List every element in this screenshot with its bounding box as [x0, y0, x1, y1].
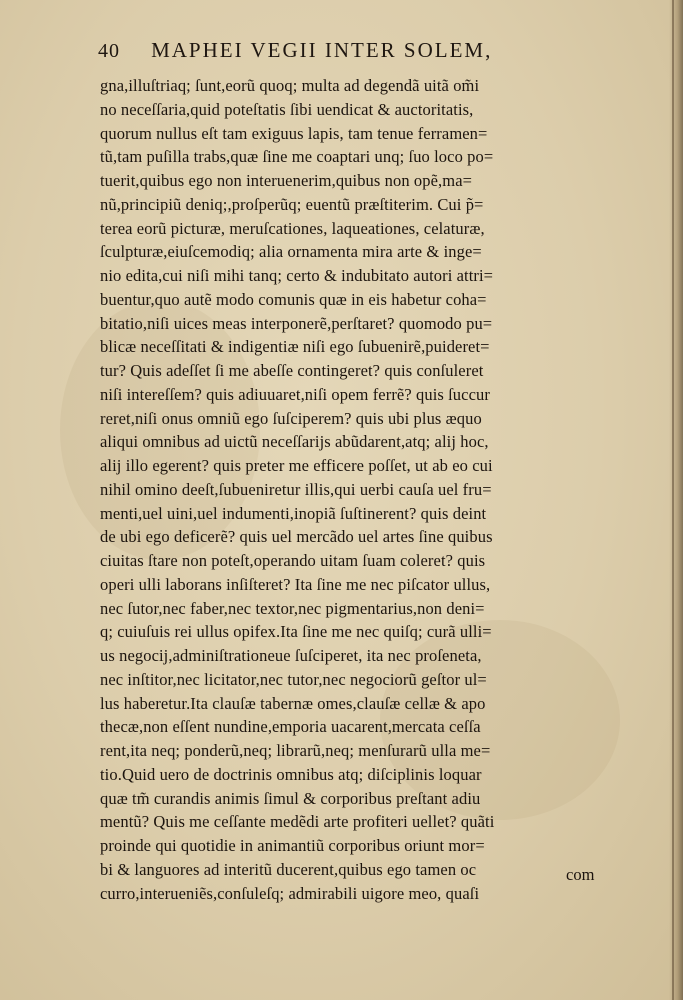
catchword: com [566, 865, 595, 884]
text-line: aliqui omnibus ad uictũ neceſſarijs abũdarent,atq; alij hoc, [100, 432, 489, 452]
text-line: menti,uel uini,uel indumenti,inopiã ſuſtinerent? quis deint [100, 503, 487, 523]
text-line: quæ tm̃ curandis animis ſimul & corporibus preſtant adiu [100, 788, 481, 808]
text-line: blicæ neceſſitati & indigentiæ niſi ego ſubuenirẽ,puideret= [100, 337, 490, 357]
text-line: proinde qui quotidie in animantiũ corporibus oriunt mor= [100, 836, 485, 855]
text-line: bitatio,niſi uices meas interponerẽ,perſtaret? quomodo pu= [100, 313, 493, 333]
text-line: curro,interueniẽs,conſuleſq; admirabili uigore meo, quaſi [100, 883, 480, 903]
text-line: thecæ,non eſſent nundine,emporia uacarent,mercata ceſſa [100, 717, 481, 737]
text-line: q; cuiuſuis rei ullus opifex.Ita ſine me nec quiſq; curã ulli= [100, 622, 492, 642]
text-line: niſi intereſſem? quis adiuuaret,niſi opem ferrẽ? quis ſuccur [100, 384, 490, 404]
page-edge-line [672, 0, 674, 1000]
text-line: lus haberetur.Ita clauſæ tabernæ omes,clauſæ cellæ & apo [100, 693, 486, 713]
running-head: MAPHEI VEGII INTER SOLEM, [151, 38, 493, 62]
text-line: bi & languores ad interitũ ducerent,quibus ego tamen oc [100, 859, 477, 879]
body-text [100, 74, 620, 905]
text-line: reret,niſi onus omniũ ego ſuſciperem? quis ubi plus æquo [100, 408, 482, 428]
text-line: nihil omino deeſt,ſubueniretur illis,qui uerbi cauſa uel fru= [100, 479, 492, 499]
page-header [98, 38, 568, 66]
text-line: mentũ? Quis me ceſſante medẽdi arte profiteri uellet? quãti [100, 812, 495, 832]
text-line: ciuitas ſtare non poteſt,operando uitam ſuam coleret? quis [100, 551, 486, 570]
text-line: us negocij,adminiſtrationeue ſuſciperet, ita nec proſeneta, [100, 646, 482, 665]
text-line: terea eorũ picturæ, meruſcationes, laqueationes, celaturæ, [100, 218, 485, 238]
text-line: rent,ita neq; ponderũ,neq; librarũ,neq; menſurarũ ulla me= [100, 741, 491, 760]
text-line: nũ,principiũ deniq;,proſperũq; euentũ præſtiterim. Cui p̃= [100, 194, 484, 214]
text-line: tũ,tam puſilla trabs,quæ ſine me coaptari unq; ſuo loco po= [100, 147, 494, 167]
text-line: tur? Quis adeſſet ſi me abeſſe contingeret? quis conſuleret [100, 361, 484, 380]
text-line: tio.Quid uero de doctrinis omnibus atq; diſciplinis loquar [100, 764, 482, 784]
text-line: no neceſſaria,quid poteſtatis ſibi uendicat & auctoritatis, [100, 99, 474, 119]
text-line: de ubi ego deficerẽ? quis uel mercãdo uel artes ſine quibus [100, 527, 493, 547]
text-line: nec ſutor,nec faber,nec textor,nec pigmentarius,non deni= [100, 598, 485, 618]
text-line: operi ulli laborans inſiſteret? Ita ſine me nec piſcator ullus, [100, 574, 491, 594]
folio-number: 40 [98, 40, 120, 62]
text-line: alij illo egerent? quis preter me efficere poſſet, ut ab eo cui [100, 456, 493, 475]
text-line: gna,illuſtriaq; ſunt,eorũ quoq; multa ad degendã uitã om̃i [100, 76, 480, 95]
text-line: nio edita,cui niſi mihi tanq; certo & indubitato autori attri= [100, 266, 494, 285]
text-line: nec inſtitor,nec licitator,nec tutor,nec negociorũ geſtor ul= [100, 669, 487, 689]
text-line: tuerit,quibus ego non interuenerim,quibus non opẽ,ma= [100, 171, 473, 190]
text-line: buentur,quo autẽ modo comunis quæ in eis habetur coha= [100, 289, 487, 309]
text-line: quorum nullus eſt tam exiguus lapis, tam tenue ferramen= [100, 123, 488, 143]
text-line: ſculpturæ,eiuſcemodiq; alia ornamenta mira arte & inge= [100, 242, 482, 262]
